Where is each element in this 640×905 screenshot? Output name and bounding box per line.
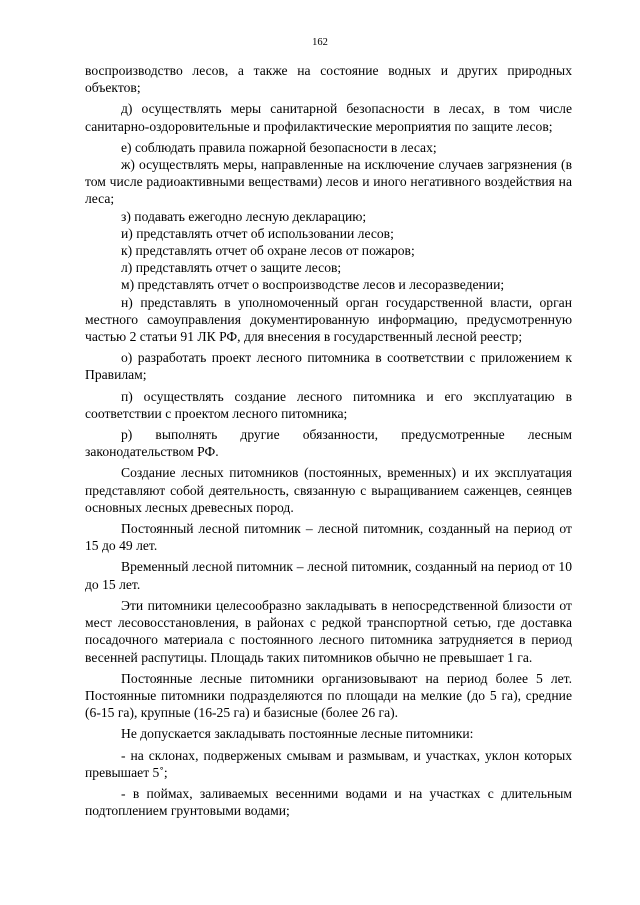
list-item-l: л) представлять отчет о защите лесов; bbox=[121, 260, 342, 276]
list-item-k: к) представлять отчет об охране лесов от пожаров; bbox=[121, 243, 415, 259]
page-body bbox=[85, 62, 572, 819]
list-item-i: и) представлять отчет об использовании лесов; bbox=[121, 225, 394, 241]
paragraph-continuation: воспроизводство лесов, а также на состояние водных и других природных объектов; bbox=[85, 63, 572, 96]
paragraph-permanent-nursery: Постоянный лесной питомник – лесной питомник, созданный на период от 15 до 49 лет. bbox=[85, 521, 572, 554]
list-item-d: д) осуществлять меры санитарной безопасности в лесах, в том числе санитарно-оздоровительные и профилактические мероприятия по защите лесов; bbox=[85, 101, 572, 134]
paragraph-restrictions: Не допускается закладывать постоянные лесные питомники: bbox=[121, 726, 474, 742]
page-number: 162 bbox=[312, 37, 328, 48]
list-item-p: п) осуществлять создание лесного питомника и его эксплуатацию в соответствии с проектом лесного питомника; bbox=[85, 388, 572, 421]
list-item-zh: ж) осуществлять меры, направленные на исключение случаев загрязнения (в том числе радиоактивными веществами) лесов и иного негативного воздействия на леса; bbox=[85, 157, 572, 207]
list-item-o: о) разработать проект лесного питомника в соответствии с приложением к Правилам; bbox=[85, 350, 572, 383]
list-item-r: р) выполнять другие обязанности, предусмотренные лесным законодательством РФ. bbox=[85, 427, 572, 460]
paragraph-nursery-sizes: Постоянные лесные питомники организовывают на период более 5 лет. Постоянные питомники подразделяются по площади на мелкие (до 5 га), средние (6-15 га), крупные (16-25 га) и базисные (более 26 га). bbox=[85, 670, 572, 721]
list-item-z: з) подавать ежегодно лесную декларацию; bbox=[121, 208, 367, 224]
paragraph-nursery-location: Эти питомники целесообразно закладывать в непосредственной близости от мест лесовосстановления, в районах с редкой транспортной сетью, где доставка посадочного материала с постоянного лесного питомника затрудняется в период весенней распутицы. Площадь таких питомников обычно не превышает 1 га. bbox=[85, 597, 572, 665]
list-item-e: е) соблюдать правила пожарной безопасности в лесах; bbox=[121, 139, 437, 155]
paragraph-temporary-nursery: Временный лесной питомник – лесной питомник, созданный на период от 10 до 15 лет. bbox=[85, 559, 572, 592]
paragraph-nursery-creation: Создание лесных питомников (постоянных, временных) и их эксплуатация представляют собой деятельность, связанную с выращиванием саженцев, сеянцев основных лесных древесных пород. bbox=[85, 465, 572, 515]
list-item-n: н) представлять в уполномоченный орган государственной власти, орган местного самоуправления документированную информацию, предусмотренную частью 2 статьи 91 ЛК РФ, для внесения в государственный лесной реестр; bbox=[85, 294, 572, 345]
restriction-slopes: - на склонах, подверженых смывам и размывам, и участках, уклон которых превышает 5˚; bbox=[85, 747, 572, 780]
restriction-floodplains: - в поймах, заливаемых весенними водами и на участках с длительным подтоплением грунтовыми водами; bbox=[85, 785, 572, 819]
list-item-m: м) представлять отчет о воспроизводстве лесов и лесоразведении; bbox=[121, 277, 505, 293]
